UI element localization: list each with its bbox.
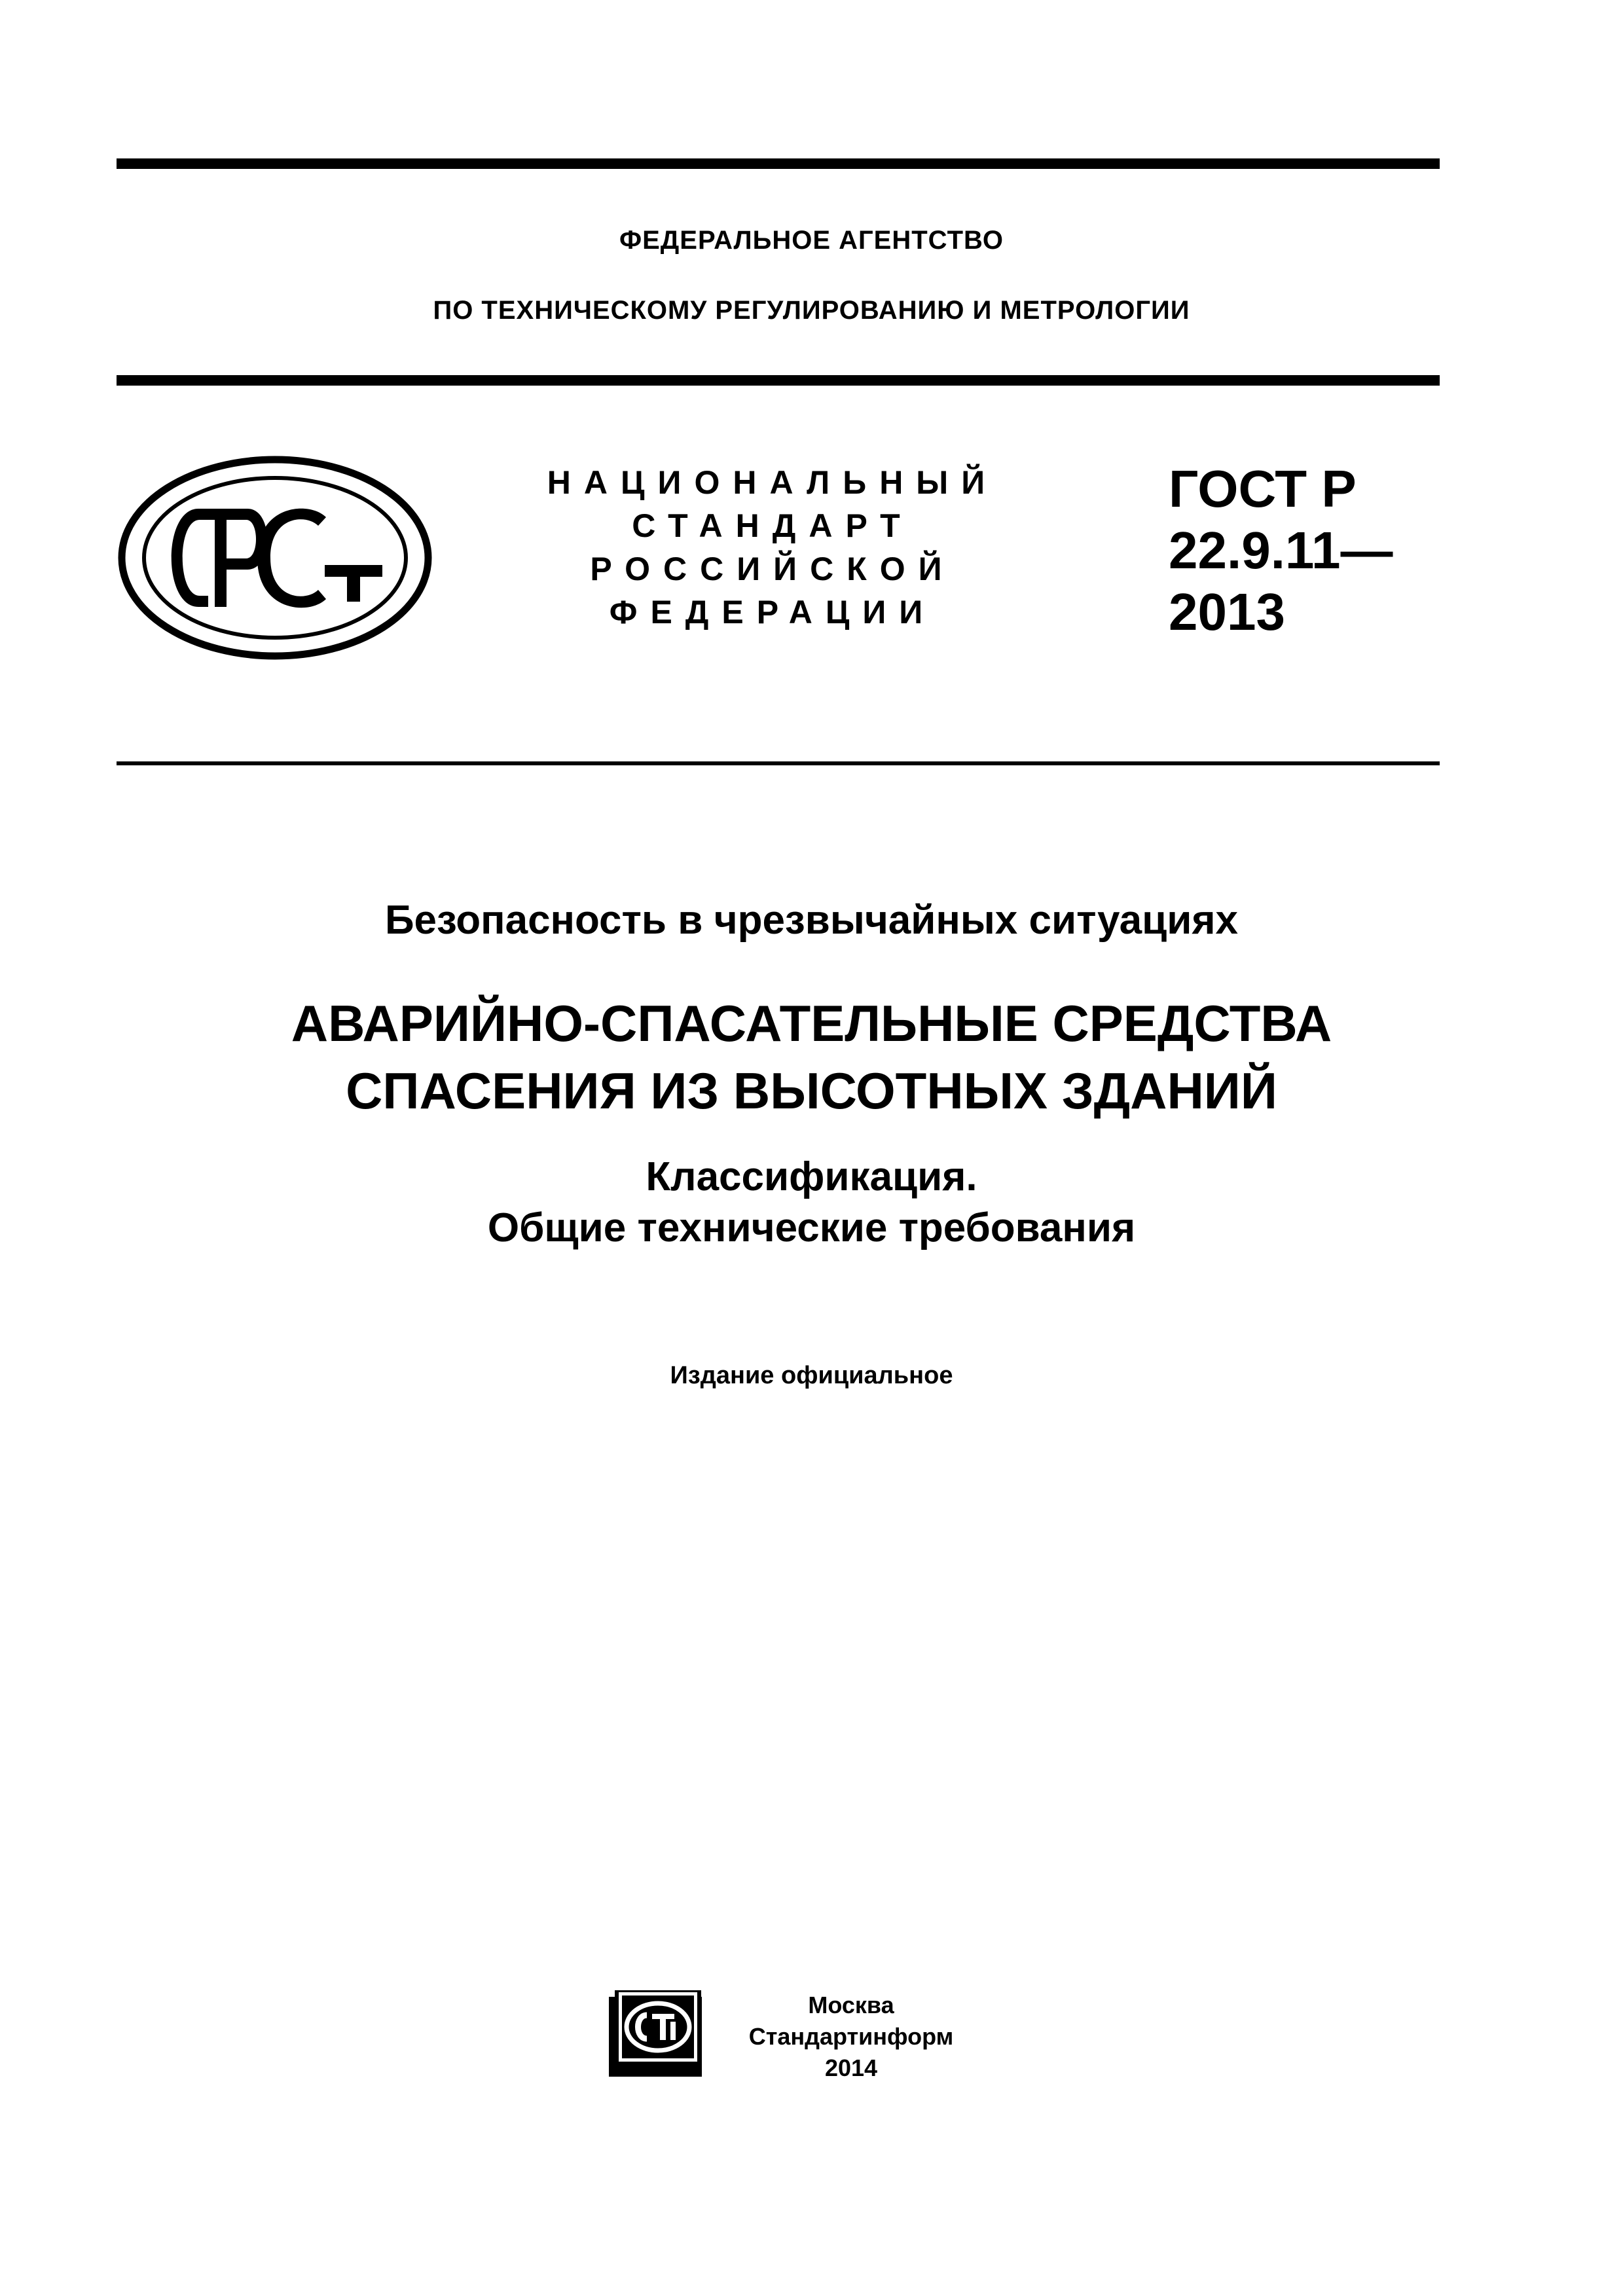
title-block-rule	[117, 761, 1440, 765]
publication-year: 2014	[824, 2054, 878, 2081]
standard-code-line-3: 2013	[1169, 583, 1285, 641]
publisher-name: Стандартинформ	[748, 2023, 954, 2050]
standard-code-line-2: 22.9.11—	[1169, 521, 1393, 579]
rst-certification-seal-icon	[117, 455, 434, 661]
edition-label: Издание официальное	[670, 1362, 953, 1389]
document-title-line-2: СПАСЕНИЯ ИЗ ВЫСОТНЫХ ЗДАНИЙ	[346, 1062, 1277, 1120]
top-rule	[117, 158, 1440, 169]
standartinform-logo-icon	[609, 1990, 702, 2077]
standard-code-line-1: ГОСТ Р	[1169, 460, 1357, 518]
national-standard-line-3: РОССИЙСКОЙ	[590, 551, 955, 587]
agency-line-1: ФЕДЕРАЛЬНОЕ АГЕНТСТВО	[619, 226, 1004, 255]
national-standard-line-2: СТАНДАРТ	[632, 507, 913, 544]
document-subtitle-line-1: Классификация.	[646, 1154, 977, 1199]
series-title: Безопасность в чрезвычайных ситуациях	[384, 898, 1239, 943]
national-standard-line-1: НАЦИОНАЛЬНЫЙ	[547, 464, 998, 501]
document-subtitle-line-2: Общие технические требования	[487, 1205, 1136, 1250]
national-standard-line-4: ФЕДЕРАЦИИ	[609, 594, 936, 630]
document-title-line-1: АВАРИЙНО-СПАСАТЕЛЬНЫЕ СРЕДСТВА	[291, 994, 1332, 1052]
header-rule	[117, 375, 1440, 386]
publisher-city: Москва	[808, 1992, 894, 2018]
agency-line-2: ПО ТЕХНИЧЕСКОМУ РЕГУЛИРОВАНИЮ И МЕТРОЛОГИИ	[433, 296, 1190, 325]
